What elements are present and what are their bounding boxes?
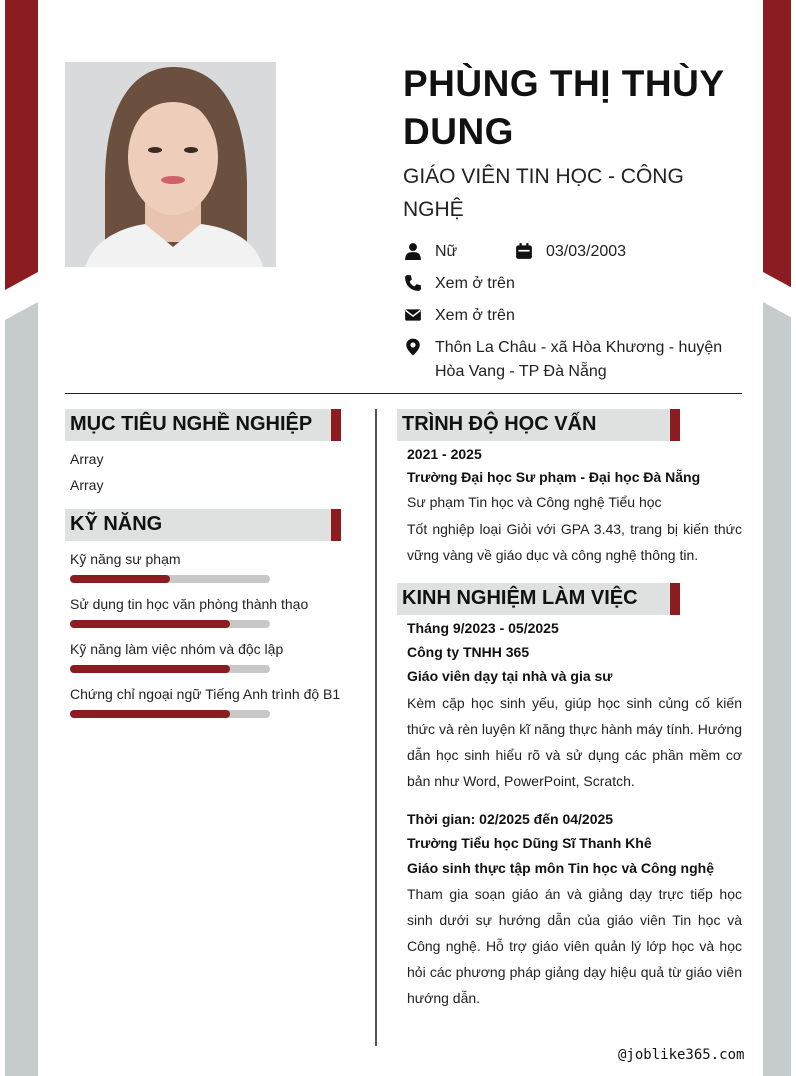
email-value: Xem ở trên [435, 307, 515, 324]
job-period: Thời gian: 02/2025 đến 04/2025 [407, 811, 614, 827]
education-description: Tốt nghiệp loại Giỏi với GPA 3.43, trang bị kiến thức vững vàng về giáo dục và công nghệ thông tin. [407, 521, 742, 563]
email-row [404, 304, 604, 328]
education-heading [397, 409, 680, 441]
objective-line: Array [70, 451, 104, 467]
job-role: Giáo viên dạy tại nhà và gia sư [407, 668, 613, 684]
experience-heading [397, 583, 680, 615]
phone-value: Xem ở trên [435, 275, 515, 292]
objective-heading-label: MỤC TIÊU NGHỀ NGHIỆP [70, 413, 313, 435]
objective-heading [65, 409, 341, 441]
envelope-icon [404, 306, 422, 324]
education-heading-label: TRÌNH ĐỘ HỌC VẤN [402, 413, 597, 435]
skill-bar-fill [70, 665, 230, 673]
address-row [404, 336, 734, 386]
job-company: Trường Tiểu học Dũng Sĩ Thanh Khê [407, 835, 652, 851]
watermark-text: @joblike365.com [618, 1047, 745, 1063]
skills-heading-label: KỸ NĂNG [70, 513, 163, 535]
job-company: Công ty TNHH 365 [407, 644, 530, 660]
experience-heading-label: KINH NGHIỆM LÀM VIỆC [402, 587, 638, 609]
address-value: Thôn La Châu - xã Hòa Khương - huyện Hòa Vang - TP Đà Nẵng [435, 339, 723, 380]
objective-line: Array [70, 477, 104, 493]
job-description: Tham gia soạn giáo án và giảng dạy trực tiếp học sinh dưới sự hướng dẫn của giáo viên Tin học và Công nghệ. Hỗ trợ giáo viên quản lý lớp học và học hỏi các phương pháp giảng dạy hiệu quả từ giáo viên hướng dẫn. [407, 886, 742, 1006]
skill-bar [70, 575, 270, 583]
skill-label: Chứng chỉ ngoại ngữ Tiếng Anh trình độ B1 [70, 686, 341, 702]
heading-accent-bar [331, 409, 341, 441]
skill-bar [70, 620, 270, 628]
candidate-name: PHÙNG THỊ THÙY DUNG [403, 63, 724, 152]
profile-photo [65, 62, 276, 267]
job-description: Kèm cặp học sinh yếu, giúp học sinh củng cố kiến thức và rèn luyện kĩ năng thực hành máy tính. Hướng dẫn học sinh hiểu rõ và sử dụng các phần mềm cơ bản như Word, PowerPoint, Scratch. [407, 695, 742, 789]
column-divider [375, 409, 377, 1046]
skill-label: Sử dụng tin học văn phòng thành thạo [70, 596, 309, 612]
education-period: 2021 - 2025 [407, 446, 482, 462]
birthdate-row [515, 240, 655, 264]
education-major: Sư phạm Tin học và Công nghệ Tiểu học [407, 494, 662, 510]
skill-label: Kỹ năng sư phạm [70, 551, 181, 567]
job-role: Giáo sinh thực tập môn Tin học và Công nghệ [407, 860, 715, 876]
heading-accent-bar [670, 583, 680, 615]
phone-row [404, 272, 604, 296]
gender-row [404, 240, 524, 264]
education-school: Trường Đại học Sư phạm - Đại học Đà Nẵng [407, 469, 701, 485]
phone-icon [404, 274, 422, 292]
birthdate-value: 03/03/2003 [546, 243, 627, 260]
person-icon [404, 242, 422, 260]
skills-heading [65, 509, 341, 541]
skill-bar [70, 665, 270, 673]
location-pin-icon [404, 338, 422, 356]
job-period: Tháng 9/2023 - 05/2025 [407, 620, 559, 636]
job-title: GIÁO VIÊN TIN HỌC - CÔNG NGHỆ [403, 165, 684, 221]
skill-label: Kỹ năng làm việc nhóm và độc lập [70, 641, 284, 657]
skill-bar [70, 710, 270, 718]
skill-bar-fill [70, 710, 230, 718]
calendar-icon [515, 242, 533, 260]
heading-accent-bar [331, 509, 341, 541]
heading-accent-bar [670, 409, 680, 441]
header-divider [65, 393, 742, 394]
gender-value: Nữ [435, 243, 458, 260]
skill-bar-fill [70, 575, 170, 583]
skill-bar-fill [70, 620, 230, 628]
